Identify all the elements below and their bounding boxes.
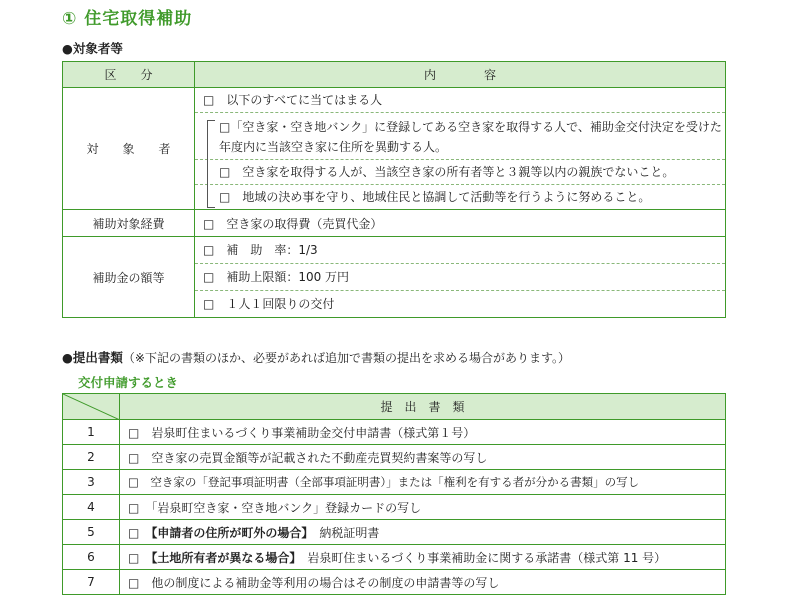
diagonal-line — [63, 394, 120, 420]
documents-heading: ●提出書類 — [62, 350, 123, 365]
document-item: □ 岩泉町住まいるづくり事業補助金交付申請書（様式第１号） — [120, 420, 726, 445]
target-line-0: □ 以下のすべてに当てはまる人 — [195, 88, 725, 113]
expense-label: 補助対象経費 — [63, 210, 195, 237]
row-number: 5 — [63, 520, 120, 545]
target-content — [195, 88, 726, 210]
document-item: □ 【申請者の住所が町外の場合】 納税証明書 — [120, 520, 726, 545]
expense-value: □ 空き家の取得費（売買代金） — [195, 210, 726, 237]
header-documents: 提 出 書 類 — [120, 394, 726, 420]
target-label: 対 象 者 — [63, 88, 195, 210]
amount-label: 補助金の額等 — [63, 237, 195, 318]
documents-table — [62, 393, 726, 595]
amount-line-1: □ 補 助 率：1/3 — [195, 237, 725, 264]
section-heading-eligibility: ●対象者等 — [62, 41, 123, 56]
document-text: 納税証明書 — [319, 525, 380, 540]
document-item: □ 空き家の「登記事項証明書（全部事項証明書）」または「権利を有する者が分かる書類」の写し — [120, 470, 726, 495]
document-item: □ 空き家の売買金額等が記載された不動産売買契約書案等の写し — [120, 445, 726, 470]
row-number: 7 — [63, 570, 120, 595]
header-content: 内 容 — [195, 62, 726, 88]
row-number: 1 — [63, 420, 120, 445]
document-item: □ 他の制度による補助金等利用の場合はその制度の申請書等の写し — [120, 570, 726, 595]
document-item: □ 【土地所有者が異なる場合】 岩泉町住まいるづくり事業補助金に関する承諾書（様式第 11 号） — [120, 545, 726, 570]
row-number: 3 — [63, 470, 120, 495]
target-line-2: □ 空き家を取得する人が、当該空き家の所有者等と３親等以内の親族でないこと。 — [195, 160, 725, 185]
row-number: 4 — [63, 495, 120, 520]
target-line-3: □ 地域の決め事を守り、地域住民と協調して活動等を行うように努めること。 — [219, 190, 651, 204]
row-number: 2 — [63, 445, 120, 470]
condition-bracket — [207, 120, 215, 208]
subheading-application: 交付申請するとき — [78, 375, 179, 390]
document-condition: 【申請者の住所が町外の場合】 — [151, 525, 308, 540]
section-heading-documents — [62, 348, 570, 366]
eligibility-table — [62, 61, 726, 318]
target-line-1: □「空き家・空き地バンク」に登録してある空き家を取得する人で、補助金交付決定を受けた年度内に当該空き家に住所を異動する人。 — [195, 113, 725, 160]
amount-content — [195, 237, 726, 318]
document-condition: 【土地所有者が異なる場合】 — [151, 550, 296, 565]
documents-note: （※下記の書類のほか、必要があれば追加で書類の提出を求める場合があります。） — [122, 351, 571, 365]
header-category: 区 分 — [63, 62, 195, 88]
document-item: □ 「岩泉町空き家・空き地バンク」登録カードの写し — [120, 495, 726, 520]
header-diagonal-cell — [63, 394, 120, 420]
amount-line-3: □ １人１回限りの交付 — [203, 297, 335, 311]
page-title: ① 住宅取得補助 — [62, 9, 193, 29]
amount-line-2: □ 補助上限額：100 万円 — [195, 264, 725, 291]
row-number: 6 — [63, 545, 120, 570]
document-text: 岩泉町住まいるづくり事業補助金に関する承諾書（様式第 11 号） — [307, 550, 667, 565]
